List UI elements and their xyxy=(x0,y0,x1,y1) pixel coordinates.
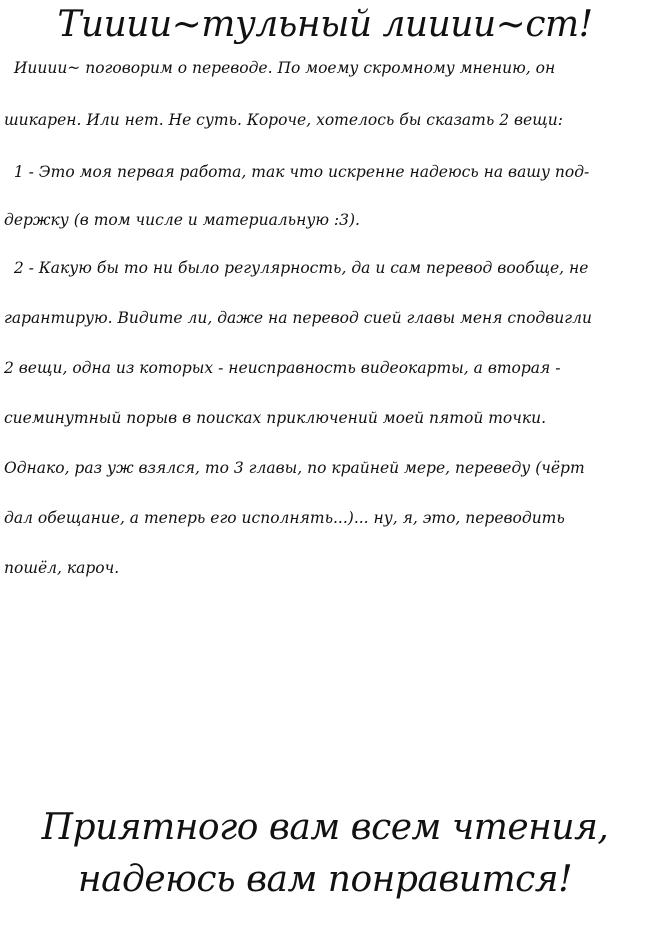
note-line: держку (в том числе и материальную :3). xyxy=(4,211,360,229)
note-line: Однако, раз уж взялся, то 3 главы, по крайней мере, переведу (чёрт xyxy=(4,459,585,477)
closing-message xyxy=(0,802,650,906)
note-line: пошёл, кароч. xyxy=(4,559,120,577)
note-line: гарантирую. Видите ли, даже на перевод сией главы меня сподвигли xyxy=(4,309,592,327)
note-line: 2 - Какую бы то ни было регулярность, да и сам перевод вообще, не xyxy=(4,259,589,277)
note-line: Иииии~ поговорим о переводе. По моему скромному мнению, он xyxy=(4,59,556,77)
note-line: дал обещание, а теперь его исполнять...)... ну, я, это, переводить xyxy=(4,509,565,527)
closing-line: Приятного вам всем чтения, xyxy=(41,807,609,848)
note-line: 2 вещи, одна из которых - неисправность видеокарты, а вторая - xyxy=(4,359,561,377)
closing-line: надеюсь вам понравится! xyxy=(77,859,573,900)
note-line: шикарен. Или нет. Не суть. Короче, хотелось бы сказать 2 вещи: xyxy=(4,111,563,129)
page-title: Тииии~тульный лииии~ст! xyxy=(57,4,593,45)
note-line: сиеминутный порыв в поисках приключений моей пятой точки. xyxy=(4,409,547,427)
note-line: 1 - Это моя первая работа, так что искренне надеюсь на вашу под- xyxy=(4,163,590,181)
